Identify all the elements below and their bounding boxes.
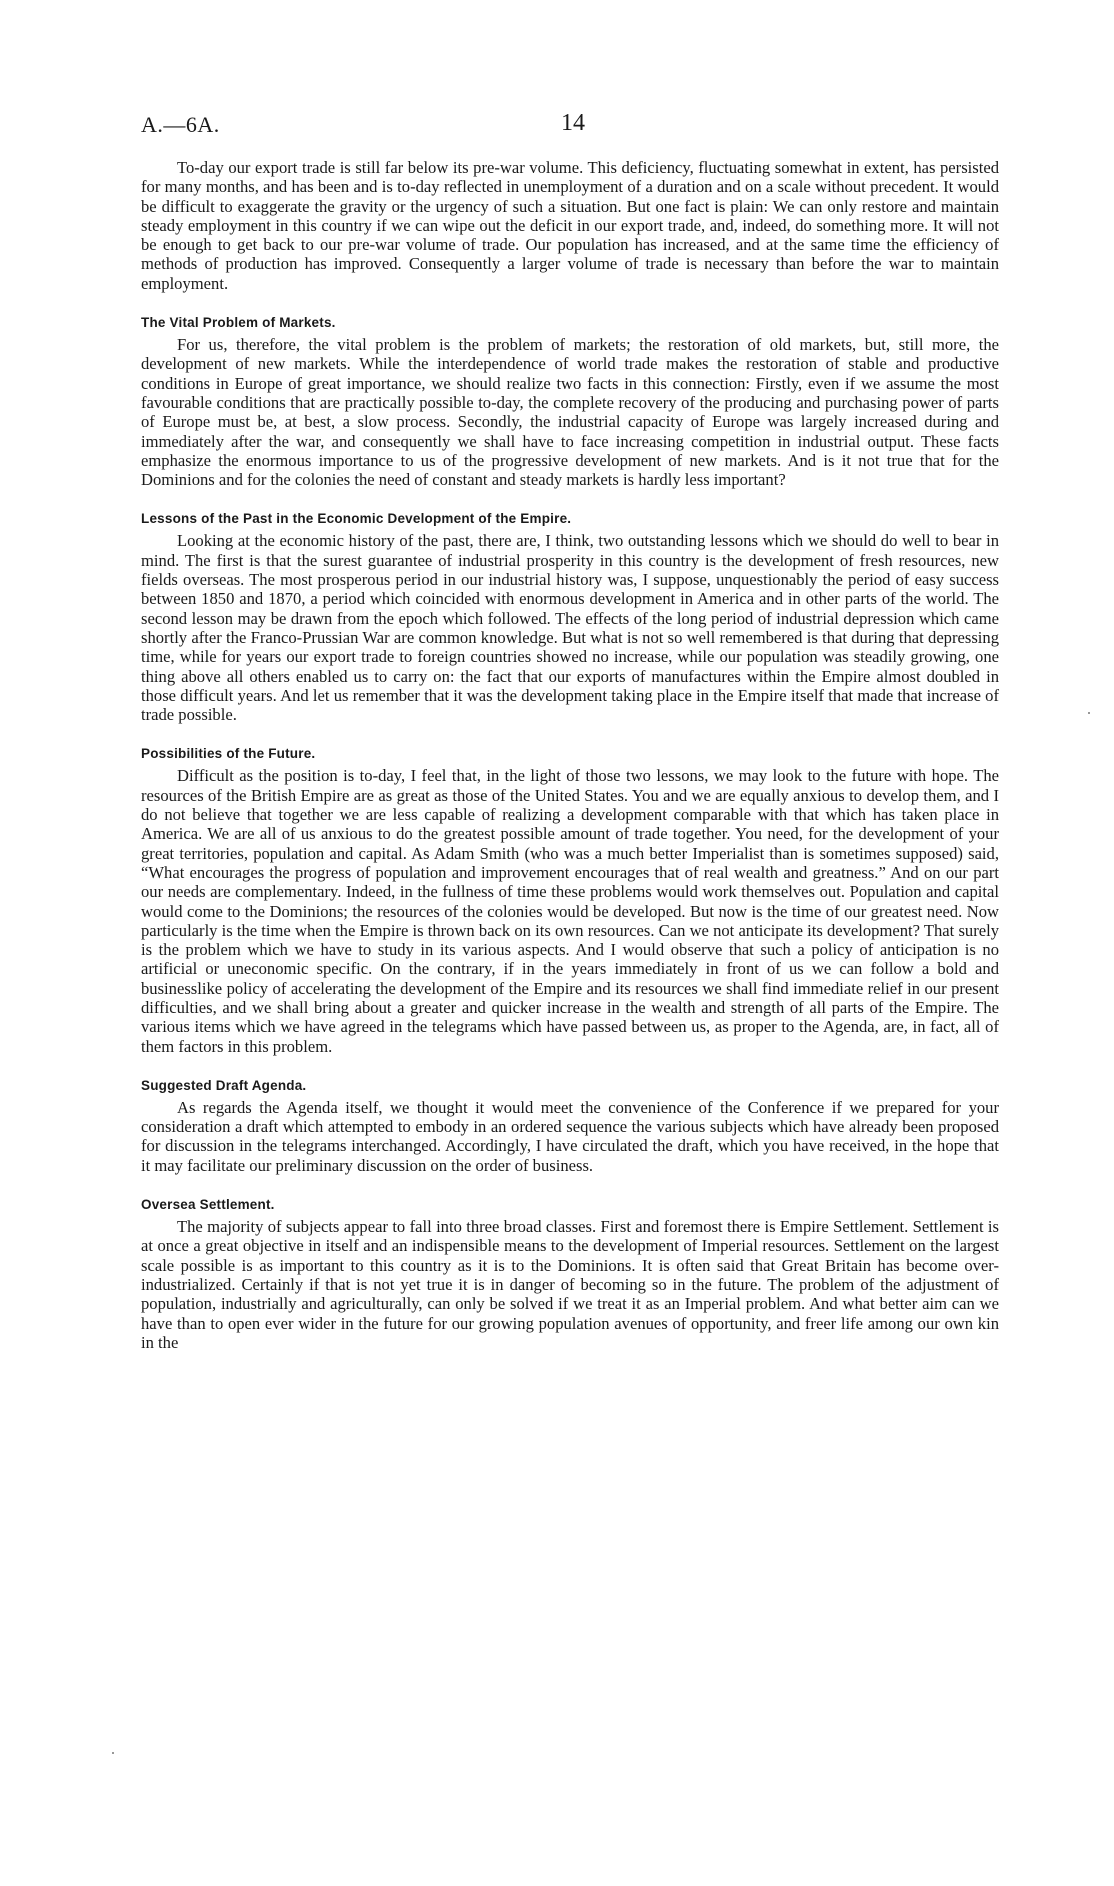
- section-paragraph: For us, therefore, the vital problem is the problem of markets; the restoration of old markets, but, still more, the development of new markets. While the interdependence of world trade makes the restoration of stable and productive conditions in Europe of great importance, we should realize two facts in this connection: Firstly, even if we assume the most favourable conditions that are practically possible to-day, the complete recovery of the producing and purchasing power of parts of Europe must be, at best, a slow process. Secondly, the industrial capacity of Europe was largely increased during and immediately after the war, and consequently we shall have to face increasing competition in industrial output. These facts emphasize the enormous importance to us of the progressive development of new markets. And is it not true that for the Dominions and for the colonies the need of constant and steady markets is hardly less important?: [141, 335, 999, 490]
- section-heading: Oversea Settlement.: [141, 1197, 275, 1213]
- body-text: [141, 158, 999, 1352]
- scan-speck: [1088, 712, 1090, 714]
- section-paragraph: Looking at the economic history of the past, there are, I think, two outstanding lessons which we should do well to bear in mind. The first is that the surest guarantee of industrial prosperity in this country is the development of fresh resources, new fields overseas. The most prosperous period in our industrial history was, I suppose, unquestionably the period of easy success between 1850 and 1870, a period which coincided with enormous development in America and in other parts of the world. The second lesson may be drawn from the epoch which followed. The effects of the long period of industrial depression which came shortly after the Franco-Prussian War are common knowledge. But what is not so well remembered is that during that depressing time, while for years our export trade to foreign countries showed no increase, while our population was steadily growing, one thing above all others enabled us to carry on: the fact that our exports of manufactures within the Empire almost doubled in those difficult years. And let us remember that it was the development taking place in the Empire itself that made that increase of trade possible.: [141, 531, 999, 725]
- section-heading: The Vital Problem of Markets.: [141, 315, 336, 331]
- page-header: [141, 112, 999, 144]
- scan-speck: [112, 1752, 114, 1754]
- section-paragraph: The majority of subjects appear to fall into three broad classes. First and foremost there is Empire Settlement. Settlement is at once a great objective in itself and an indispensible means to the development of Imperial resources. Settlement on the largest scale possible is as important to this country as it is to the Dominions. It is often said that Great Britain has become over-industrialized. Certainly if that is not yet true it is in danger of becoming so in the future. The problem of the adjustment of population, industrially and agriculturally, can only be solved if we treat it as an Imperial problem. And what better aim can we have than to open ever wider in the future for our growing population avenues of opportunity, and freer life among our own kin in the: [141, 1217, 999, 1352]
- section-suggested-draft-agenda: [141, 1078, 999, 1175]
- page-number: 14: [561, 110, 585, 136]
- intro-paragraph: To-day our export trade is still far below its pre-war volume. This deficiency, fluctuating somewhat in extent, has persisted for many months, and has been and is to-day reflected in unemployment of a duration and on a scale without precedent. It would be difficult to exaggerate the gravity or the urgency of such a situation. But one fact is plain: We can only restore and maintain steady employment in this country if we can wipe out the deficit in our export trade, and, indeed, do something more. It will not be enough to get back to our pre-war volume of trade. Our population has increased, and at the same time the efficiency of methods of production has improved. Consequently a larger volume of trade is necessary than before the war to maintain employment.: [141, 158, 999, 293]
- section-heading: Lessons of the Past in the Economic Development of the Empire.: [141, 511, 572, 527]
- section-lessons-of-the-past: [141, 511, 999, 724]
- section-oversea-settlement: [141, 1197, 999, 1352]
- section-possibilities-of-the-future: [141, 746, 999, 1055]
- section-heading: Suggested Draft Agenda.: [141, 1077, 307, 1093]
- document-reference: A.—6A.: [141, 112, 220, 137]
- section-paragraph: As regards the Agenda itself, we thought it would meet the convenience of the Conference if we prepared for your consideration a draft which attempted to embody in an ordered sequence the various subjects which have already been proposed for discussion in the telegrams interchanged. Accordingly, I have circulated the draft, which you have received, in the hope that it may facilitate our preliminary discussion on the order of business.: [141, 1097, 999, 1175]
- section-vital-problem-of-markets: [141, 315, 999, 489]
- section-heading: Possibilities of the Future.: [141, 746, 316, 762]
- section-paragraph: Difficult as the position is to-day, I feel that, in the light of those two lessons, we may look to the future with hope. The resources of the British Empire are as great as those of the United States. You and we are equally anxious to develop them, and I do not believe that together we are less capable of realizing a development comparable with that which has taken place in America. We are all of us anxious to do the greatest possible amount of trade together. You need, for the development of your great territories, population and capital. As Adam Smith (who was a much better Imperialist than is sometimes supposed) said, “What encourages the progress of population and improvement encourages that of real wealth and greatness.” And on our part our needs are complementary. Indeed, in the fullness of time these problems would work themselves out. Population and capital would come to the Dominions; the resources of the colonies would be developed. But now is the time of our greatest need. Now particularly is the time when the Empire is thrown back on its own resources. Can we not anticipate its development? That surely is the problem which we have to study in its various aspects. And I would observe that such a policy of anticipation is no artificial or uneconomic specific. On the contrary, if in the years immediately in front of us we can follow a bold and businesslike policy of accelerating the development of the Empire and its resources we shall find immediate relief in our present difficulties, and we shall bring about a greater and quicker increase in the wealth and strength of all parts of the Empire. The various items which we have agreed in the telegrams which have passed between us, as proper to the Agenda, are, in fact, all of them factors in this problem.: [141, 766, 999, 1056]
